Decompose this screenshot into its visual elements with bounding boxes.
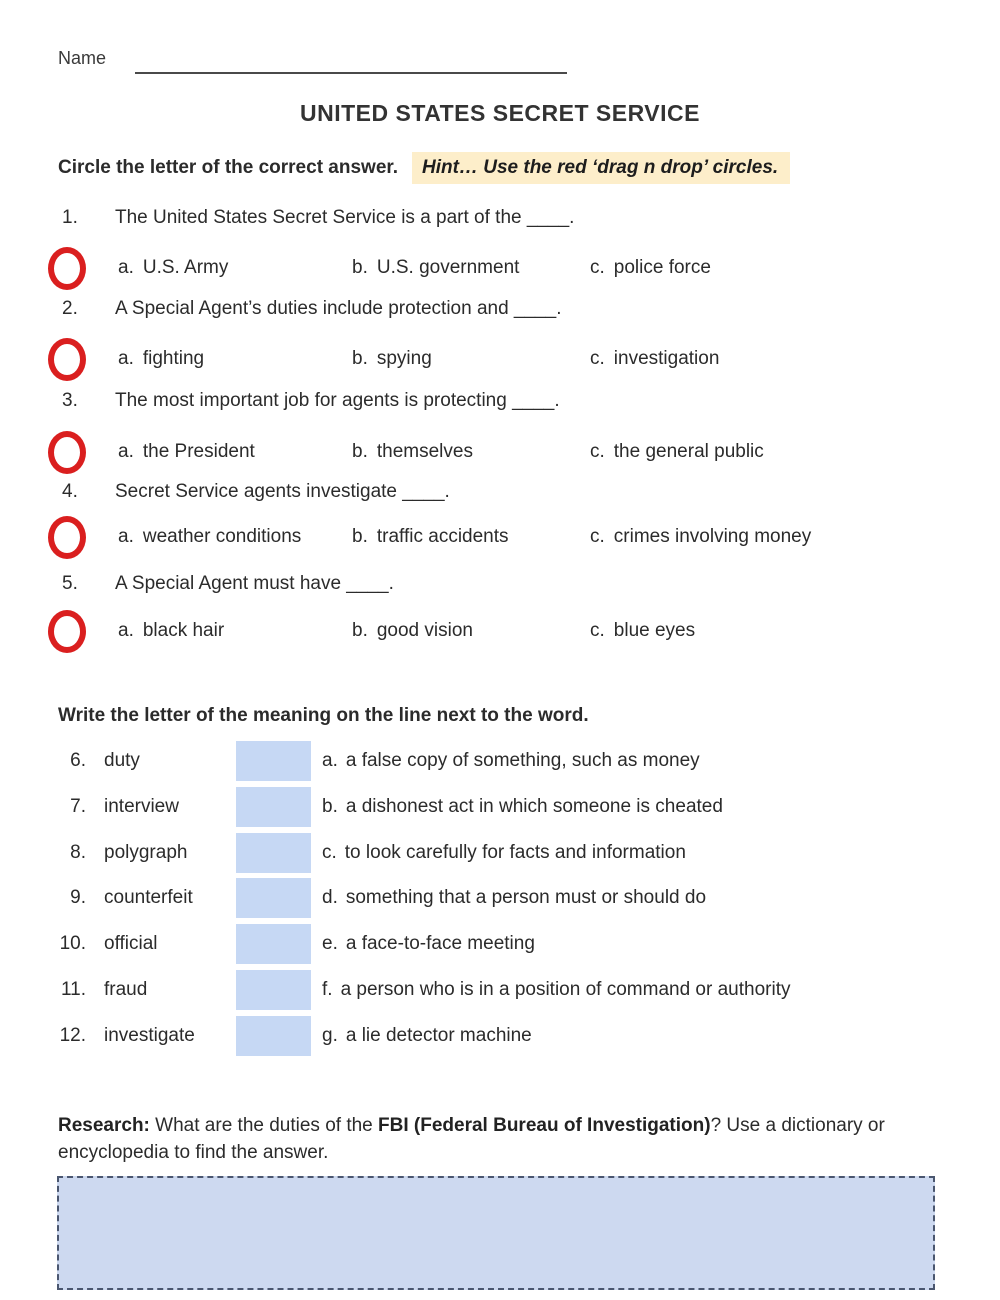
match-word: counterfeit (104, 887, 193, 908)
question-text: The United States Secret Service is a part of the ____. (115, 207, 575, 228)
research-answer-box[interactable] (57, 1176, 935, 1290)
option-c[interactable]: c. police force (590, 257, 711, 278)
question-2 (0, 298, 1000, 388)
match-row-12 (0, 1013, 1000, 1059)
section2-instruction: Write the letter of the meaning on the line next to the word. (58, 705, 589, 726)
answer-drop-box[interactable] (236, 878, 311, 918)
option-c[interactable]: c. blue eyes (590, 620, 696, 641)
match-word: fraud (104, 979, 148, 1000)
question-number: 1. (62, 207, 78, 228)
match-word: investigate (104, 1025, 195, 1046)
match-definition: g. a lie detector machine (322, 1025, 532, 1046)
answer-drop-box[interactable] (236, 787, 311, 827)
option-a[interactable]: a. fighting (118, 348, 205, 369)
instruction-text: Circle the letter of the correct answer. (58, 157, 399, 178)
question-text: A Special Agent’s duties include protection and ____. (115, 298, 562, 319)
match-word: interview (104, 796, 179, 817)
research-label: Research: (58, 1115, 150, 1136)
research-prompt: Research: What are the duties of the FBI (Federal Bureau of Investigation)? Use a dictionary or encyclopedia to find the answer. (58, 1115, 885, 1163)
question-number: 2. (62, 298, 78, 319)
hint-highlight: Hint… Use the red ‘drag n drop’ circles. (412, 152, 790, 184)
match-number: 6. (70, 750, 86, 771)
drag-circle[interactable] (48, 516, 86, 559)
question-1 (0, 207, 1000, 297)
question-text: A Special Agent must have ____. (115, 573, 394, 594)
option-a[interactable]: a. U.S. Army (118, 257, 229, 278)
option-c[interactable]: c. investigation (590, 348, 720, 369)
match-number: 9. (70, 887, 86, 908)
question-4 (0, 481, 1000, 571)
page-title: UNITED STATES SECRET SERVICE (300, 100, 700, 126)
name-blank-line[interactable] (135, 50, 567, 74)
match-definition: e. a face-to-face meeting (322, 933, 535, 954)
match-row-10 (0, 921, 1000, 967)
match-definition: d. something that a person must or should do (322, 887, 707, 908)
question-number: 3. (62, 390, 78, 411)
answer-drop-box[interactable] (236, 924, 311, 964)
question-text: Secret Service agents investigate ____. (115, 481, 450, 502)
match-definition: b. a dishonest act in which someone is cheated (322, 796, 723, 817)
match-number: 12. (59, 1025, 86, 1046)
option-a[interactable]: a. the President (118, 441, 255, 462)
match-number: 10. (59, 933, 86, 954)
match-word: official (104, 933, 158, 954)
option-b[interactable]: b. good vision (352, 620, 473, 641)
question-5 (0, 573, 1000, 663)
drag-circle[interactable] (48, 247, 86, 290)
section1-instruction (58, 157, 790, 179)
match-definition: f. a person who is in a position of command or authority (322, 979, 791, 1000)
match-word: duty (104, 750, 140, 771)
option-a[interactable]: a. weather conditions (118, 526, 302, 547)
option-c[interactable]: c. the general public (590, 441, 764, 462)
match-row-7 (0, 784, 1000, 830)
match-definition: a. a false copy of something, such as money (322, 750, 700, 771)
match-row-8 (0, 830, 1000, 876)
drag-circle[interactable] (48, 338, 86, 381)
question-text: The most important job for agents is protecting ____. (115, 390, 560, 411)
option-b[interactable]: b. themselves (352, 441, 473, 462)
option-c[interactable]: c. crimes involving money (590, 526, 812, 547)
match-definition: c. to look carefully for facts and information (322, 842, 686, 863)
answer-drop-box[interactable] (236, 970, 311, 1010)
match-row-6 (0, 738, 1000, 784)
match-number: 7. (70, 796, 86, 817)
answer-drop-box[interactable] (236, 741, 311, 781)
question-number: 4. (62, 481, 78, 502)
option-b[interactable]: b. spying (352, 348, 432, 369)
match-number: 11. (60, 979, 86, 1000)
option-b[interactable]: b. U.S. government (352, 257, 520, 278)
question-3 (0, 390, 1000, 480)
match-number: 8. (70, 842, 86, 863)
match-row-11 (0, 967, 1000, 1013)
drag-circle[interactable] (48, 431, 86, 474)
answer-drop-box[interactable] (236, 1016, 311, 1056)
match-word: polygraph (104, 842, 188, 863)
question-number: 5. (62, 573, 78, 594)
option-b[interactable]: b. traffic accidents (352, 526, 509, 547)
name-label: Name (58, 48, 107, 68)
drag-circle[interactable] (48, 610, 86, 653)
match-row-9 (0, 875, 1000, 921)
option-a[interactable]: a. black hair (118, 620, 225, 641)
answer-drop-box[interactable] (236, 833, 311, 873)
